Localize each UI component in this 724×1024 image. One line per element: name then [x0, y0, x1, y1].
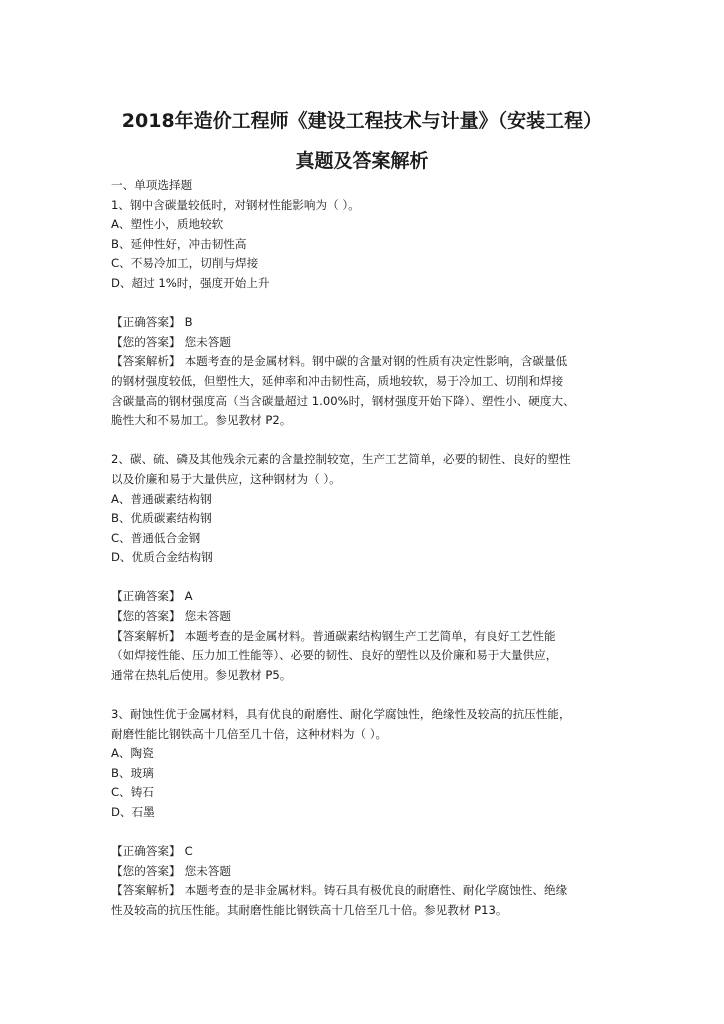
your-answer-label: 【您的答案】: [111, 334, 181, 349]
analysis-label: 【答案解析】: [111, 883, 181, 898]
correct-answer: [111, 842, 631, 862]
option-a: A、陶瓷: [111, 746, 154, 761]
analysis: [111, 627, 631, 647]
spacer: [111, 823, 631, 843]
option-d: D、优质合金结构钢: [111, 550, 213, 565]
option-c: C、普通低合金钢: [111, 530, 201, 545]
option-c: C、铸石: [111, 785, 154, 800]
your-answer: [111, 862, 631, 882]
your-answer: [111, 607, 631, 627]
question-2: [111, 450, 631, 705]
question-stem: 以及价廉和易于大量供应，这种钢材为（ ）。: [111, 471, 341, 486]
correct-answer: [111, 313, 631, 333]
analysis-text: 脆性大和不易加工。参见教材 P2。: [111, 413, 292, 428]
option-a: A、塑性小，质地较软: [111, 217, 224, 232]
option-d: D、石墨: [111, 805, 155, 819]
your-answer-label: 【您的答案】: [111, 863, 181, 878]
spacer: [111, 294, 631, 314]
question-stem: 耐磨性能比钢铁高十几倍至几十倍，这种材料为（ ）。: [111, 726, 388, 741]
analysis-text: 含碳量高的钢材强度高（当含碳量超过 1.00%时，钢材强度开始下降）、塑性小、硬度大、: [111, 393, 575, 408]
question-stem: 3、耐蚀性优于金属材料，具有优良的耐磨性、耐化学腐蚀性，绝缘性及较高的抗压性能，: [111, 707, 571, 722]
correct-answer: [111, 587, 631, 607]
document-title: 2018年造价工程师《建设工程技术与计量》（安装工程）: [121, 110, 603, 132]
your-answer-value: 您未答题: [184, 863, 231, 878]
analysis: [111, 881, 631, 901]
analysis: [111, 352, 631, 372]
option-d: D、超过 1%时，强度开始上升: [111, 275, 270, 290]
option-b: B、玻璃: [111, 765, 154, 780]
question-stem: 1、钢中含碳量较低时，对钢材性能影响为（ ）。: [111, 197, 360, 212]
analysis-text: 的钢材强度较低，但塑性大，延伸率和冲击韧性高，质地较软，易于冷加工、切削和焊接: [111, 373, 564, 388]
document-subtitle: 真题及答案解析: [295, 150, 429, 172]
question-stem: 2、碳、硫、磷及其他残余元素的含量控制较宽，生产工艺简单，必要的韧性、良好的塑性: [111, 452, 571, 467]
correct-answer-value: A: [184, 589, 193, 604]
section-heading: 一、单项选择题: [111, 178, 193, 192]
your-answer-value: 您未答题: [184, 334, 231, 349]
question-1: [111, 196, 631, 451]
correct-answer-value: C: [184, 844, 193, 859]
question-3: [111, 705, 631, 921]
correct-answer-label: 【正确答案】: [111, 844, 181, 859]
correct-answer-label: 【正确答案】: [111, 315, 181, 330]
analysis-text: 通常在热轧后使用。参见教材 P5。: [111, 667, 292, 682]
analysis-text: 性及较高的抗压性能。其耐磨性能比钢铁高十几倍至几十倍。参见教材 P13。: [111, 902, 508, 917]
analysis-label: 【答案解析】: [111, 628, 181, 643]
analysis-label: 【答案解析】: [111, 354, 181, 369]
your-answer: [111, 333, 631, 353]
spacer: [111, 568, 631, 588]
analysis-text: （如焊接性能、压力加工性能等）、必要的韧性、良好的塑性以及价廉和易于大量供应，: [111, 648, 558, 663]
analysis-text: 本题考查的是非金属材料。铸石具有极优良的耐磨性、耐化学腐蚀性、绝缘: [184, 883, 568, 898]
option-c: C、不易冷加工，切削与焊接: [111, 256, 259, 271]
spacer: [111, 685, 631, 705]
your-answer-label: 【您的答案】: [111, 609, 181, 624]
your-answer-value: 您未答题: [184, 609, 231, 624]
correct-answer-value: B: [184, 315, 193, 330]
document-body: [111, 176, 631, 921]
correct-answer-label: 【正确答案】: [111, 589, 181, 604]
spacer: [111, 431, 631, 451]
analysis-text: 本题考查的是金属材料。普通碳素结构钢生产工艺简单，有良好工艺性能: [184, 628, 556, 643]
analysis-text: 本题考查的是金属材料。钢中碳的含量对钢的性质有决定性影响，含碳量低: [184, 354, 568, 369]
option-b: B、优质碳素结构钢: [111, 511, 212, 526]
option-a: A、普通碳素结构钢: [111, 491, 212, 506]
option-b: B、延伸性好，冲击韧性高: [111, 236, 247, 251]
